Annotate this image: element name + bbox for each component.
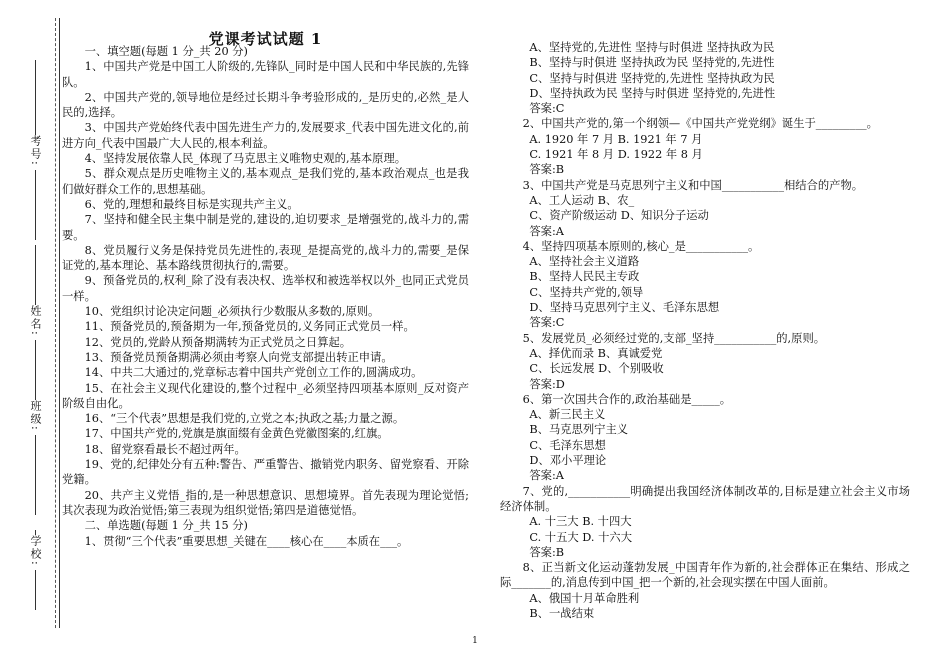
answer-line: 答案:C [529,102,565,116]
option-line: D、坚持马克思列宁主义、毛泽东思想 [529,301,720,315]
name-label: 姓名: [29,305,42,337]
page-number: 1 [472,636,478,646]
question-line: 一、填空题(每题 1 分_共 20 分) [84,45,248,58]
option-line: A、坚持社会主义道路 [529,255,640,269]
question-line: 4、坚持发展依靠人民_体现了马克思主义唯物史观的,基本原理。 [84,152,407,166]
question-line: 8、党员履行义务是保持党员先进性的,表现_是提高党的,战斗力的,需要_是保证党的,基本理论、基本路线贯彻执行的,需要。 [62,243,469,273]
exam-no-label: 考号: [29,135,42,167]
option-line: A、坚持党的,先进性 坚持与时俱进 坚持执政为民 [529,41,775,54]
option-line: B、一战结束 [529,606,595,620]
option-line: A、择优而录 B、真诚爱党 [529,346,663,360]
question-line: 6、党的,理想和最终目标是实现共产主义。 [84,197,299,211]
option-line: A. 十三大 B. 十四大 [529,515,632,529]
answer-line: 答案:A [529,469,564,483]
question-line: 5、发展党员_必须经过党的,支部_坚持___________的,原则。 [522,331,826,345]
binding-cut-line [55,18,56,628]
answer-line: 答案:D [529,377,565,391]
question-line: 14、中共二大通过的,党章标志着中国共产党创立工作的,圆满成功。 [84,366,423,380]
document-title: 党课考试试题 1 [208,30,323,48]
question-line: 3、中国共产党始终代表中国先进生产力的,发展要求_代表中国先进文化的,前进方向_代表中国最广大人民的,根本利益。 [62,121,469,150]
question-line: 1、中国共产党是中国工人阶级的,先锋队_同时是中国人民和中华民族的,先锋队。 [62,60,469,89]
answer-line: 答案:A [529,224,564,238]
question-line: 2、中国共产党的,领导地位是经过长期斗争考验形成的,_是历史的,必然_是人民的,选择。 [62,90,469,120]
question-line: 19、党的,纪律处分有五种:警告、严重警告、撤销党内职务、留党察看、开除党籍。 [62,458,469,487]
exam-no-field [22,60,48,240]
question-line: 4、坚持四项基本原则的,核心_是___________。 [522,239,760,253]
option-line: C. 十五大 D. 十六大 [529,530,633,544]
question-line: 18、留党察看最长不超过两年。 [84,442,246,456]
question-line: 13、预备党员预备期满必须由考察人向党支部提出转正申请。 [84,350,393,364]
question-line: 5、群众观点是历史唯物主义的,基本观点_是我们党的,基本政治观点_也是我们做好群众工作的,思想基础。 [62,167,469,196]
question-line: 7、坚持和健全民主集中制是党的,建设的,迫切要求_是增强党的,战斗力的,需要。 [62,213,469,242]
option-line: B、坚持人民民主专政 [529,270,640,284]
option-line: C、坚持共产党的,领导 [529,285,644,299]
class-label: 班级: [29,400,42,432]
school-field [22,530,48,610]
question-line: 12、党员的,党龄从预备期满转为正式党员之日算起。 [84,335,352,349]
name-field [22,245,48,395]
question-line: 10、党组织讨论决定问题_必须执行少数服从多数的,原则。 [84,305,380,319]
option-line: A、工人运动 B、农_ [529,193,635,207]
option-line: C、长远发展 D、个别吸收 [529,362,664,376]
question-line: 9、预备党员的,权利_除了没有表决权、选举权和被选举权以外_也同正式党员一样。 [62,274,469,303]
option-line: D、邓小平理论 [529,454,607,468]
option-line: D、坚持执政为民 坚持与时俱进 坚持党的,先进性 [529,86,776,100]
question-line: 15、在社会主义现代化建设的,整个过程中_必须坚持四项基本原则_反对资产阶级自由化。 [62,381,469,410]
option-line: C、毛泽东思想 [529,438,606,452]
question-line: 1、贯彻“三个代表”重要思想_关键在____核心在____本质在___。 [84,534,409,548]
option-line: B、马克思列宁主义 [529,423,629,437]
option-line: C、坚持与时俱进 坚持党的,先进性 坚持执政为民 [529,71,775,85]
question-line: 17、中国共产党的,党旗是旗面缀有金黄色党徽图案的,红旗。 [84,427,389,441]
option-line: B、坚持与时俱进 坚持执政为民 坚持党的,先进性 [529,56,775,70]
option-line: A、俄国十月革命胜利 [529,591,640,605]
binding-margin [0,0,62,671]
question-line: 20、共产主义党悟_指的,是一种思想意识、思想境界。首先表现为理论觉悟;其次表现为政治觉悟;第三表现为组织觉悟;第四是道德觉悟。 [62,488,469,517]
question-line: 2、中国共产党的,第一个纲领—《中国共产党党纲》诞生于_________。 [522,117,878,131]
left-column [62,44,469,549]
answer-line: 答案:B [529,163,565,177]
question-line: 二、单选题(每题 1 分_共 15 分) [84,519,248,533]
right-column [500,40,910,621]
question-line: 3、中国共产党是马克思列宁主义和中国___________相结合的产物。 [522,178,864,192]
option-line: C、资产阶级运动 D、知识分子运动 [529,209,709,223]
option-line: C. 1921 年 8 月 D. 1922 年 8 月 [529,148,703,162]
option-line: A、新三民主义 [529,408,606,422]
question-line: 8、正当新文化运动蓬勃发展_中国青年作为新的,社会群体正在集结、形成之际_______的,消息传到中国_把一个新的,社会现实摆在中国人面前。 [500,561,910,590]
binding-line [59,18,60,628]
question-line: 11、预备党员的,预备期为一年,预备党员的,义务同正式党员一样。 [84,320,415,334]
class-field [22,395,48,515]
question-line: 7、党的,___________明确提出我国经济体制改革的,目标是建立社会主义市场经济体制。 [500,484,910,513]
answer-line: 答案:C [529,316,565,330]
school-label: 学校: [29,535,42,567]
question-line: 16、“三个代表”思想是我们党的,立党之本;执政之基;力量之源。 [84,412,405,426]
answer-line: 答案:B [529,545,565,559]
option-line: A. 1920 年 7 月 B. 1921 年 7 月 [529,132,703,146]
question-line: 6、第一次国共合作的,政治基础是_____。 [522,392,732,406]
